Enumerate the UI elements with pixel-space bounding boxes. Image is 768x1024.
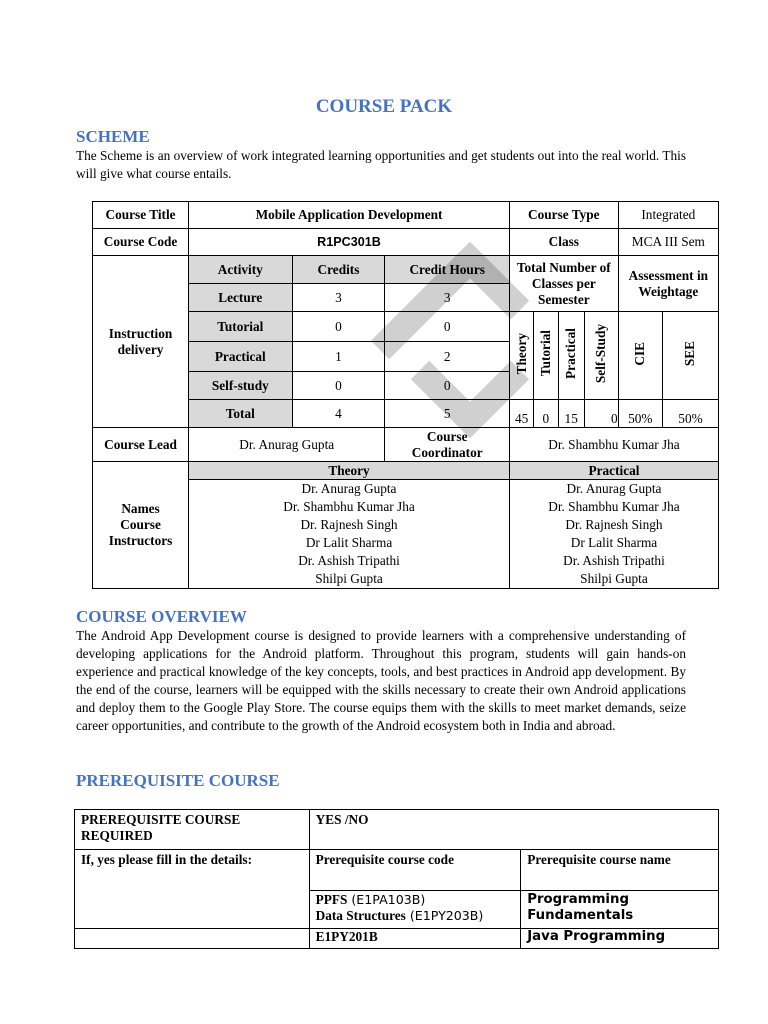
practical-hours: 2 [385, 342, 510, 372]
list-item: Dr. Ashish Tripathi [298, 553, 400, 568]
total-credits: 4 [292, 400, 385, 428]
prereq-name-line1: Programming [527, 892, 629, 907]
class-value: MCA III Sem [618, 229, 718, 256]
coordinator-label-line1: Course [426, 428, 468, 444]
total-classes-line2: Classes per Semester [531, 275, 596, 307]
credits-header: Credits [292, 256, 385, 284]
tutorial-hours: 0 [385, 312, 510, 342]
page-title: COURSE PACK [315, 96, 453, 117]
course-type-label: Course Type [509, 202, 618, 229]
prereq-code-header: Prerequisite course code [309, 850, 521, 891]
theory-instructors-list [189, 480, 510, 589]
see-col-label: SEE [682, 340, 698, 367]
tutorial-col-label: Tutorial [537, 330, 553, 377]
activity-practical: Practical [189, 342, 292, 372]
selfstudy-classes: 0 [584, 400, 618, 428]
lecture-credits: 3 [292, 284, 385, 312]
course-code-label: Course Code [93, 229, 189, 256]
practical-header: Practical [509, 462, 718, 480]
prereq-required-label [75, 810, 310, 850]
total-classes-line1: Total Number of [516, 259, 611, 275]
prereq-row1-name [521, 891, 719, 929]
theory-header: Theory [189, 462, 510, 480]
col-theory-header [509, 312, 533, 400]
coordinator-label [385, 428, 510, 462]
activity-tutorial: Tutorial [189, 312, 292, 342]
class-label: Class [509, 229, 618, 256]
activity-total: Total [189, 400, 292, 428]
col-selfstudy-header [584, 312, 618, 400]
list-item: Dr. Anurag Gupta [566, 481, 662, 496]
col-see-header [662, 312, 718, 400]
coordinator-label-line2: Coordinator [411, 444, 483, 460]
course-title-value: Mobile Application Development [189, 202, 510, 229]
course-lead-value: Dr. Anurag Gupta [189, 428, 385, 462]
prereq-name-line2: Fundamentals [527, 908, 634, 923]
course-lead-label: Course Lead [93, 428, 189, 462]
list-item: Dr. Shambhu Kumar Jha [283, 499, 415, 514]
theory-classes: 45 [509, 400, 533, 428]
list-item: Dr. Rajnesh Singh [565, 517, 663, 532]
practical-col-label: Practical [563, 328, 579, 379]
assessment-line2: Weightage [638, 283, 699, 299]
prerequisite-heading: PREREQUISITE COURSE [76, 771, 280, 790]
tutorial-credits: 0 [292, 312, 385, 342]
prereq-name-header: Prerequisite course name [521, 850, 719, 891]
instruction-label-line1: Instruction [108, 325, 173, 341]
instruction-label-line2: delivery [117, 341, 164, 357]
instructors-label-line2: Course [120, 517, 161, 532]
activity-selfstudy: Self-study [189, 372, 292, 400]
list-item: Dr. Rajnesh Singh [300, 517, 398, 532]
activity-header: Activity [189, 256, 292, 284]
see-weight: 50% [662, 400, 718, 428]
theory-col-label: Theory [513, 332, 529, 375]
prereq-code-ppfs: PPFS [315, 892, 348, 907]
selfstudy-col-label: Self-Study [593, 323, 609, 384]
prereq-required-line1: PREREQUISITE COURSE [81, 812, 241, 827]
course-type-value: Integrated [618, 202, 718, 229]
prereq-row2-empty [75, 929, 310, 949]
tutorial-classes: 0 [534, 400, 558, 428]
instructors-label [93, 462, 189, 589]
overview-text: The Android App Development course is designed to provide learners with a comprehensive understanding of developing applications for the Android platform. Throughout this program, students will gain hands-on experience and practical knowledge of the key concepts, tools, and best practices in Android app development. By the end of the course, learners will be equipped with the skills necessary to create their own Android applications and deploy them to the Google Play Store. The course equips them with the skills to meet market demands, seize career opportunities, and contribute to the growth of the Android ecosystem both in India and abroad. [76, 628, 686, 733]
prereq-code-ppfs-id: (E1PA103B) [347, 892, 426, 907]
course-code-value: R1PC301B [189, 229, 510, 256]
prereq-yes-no: YES /NO [309, 810, 718, 850]
total-hours: 5 [385, 400, 510, 428]
lecture-hours: 3 [385, 284, 510, 312]
scheme-text: The Scheme is an overview of work integrated learning opportunities and get students out into the real world. This will give what course entails. [76, 148, 686, 181]
activity-lecture: Lecture [189, 284, 292, 312]
prereq-required-line2: REQUIRED [81, 828, 153, 843]
cie-col-label: CIE [632, 341, 648, 366]
instruction-delivery-label [93, 256, 189, 428]
assessment-header [618, 256, 718, 312]
selfstudy-credits: 0 [292, 372, 385, 400]
prereq-code-ds: Data Structures [315, 908, 406, 923]
prereq-details-label: If, yes please fill in the details: [75, 850, 310, 929]
course-title-label: Course Title [93, 202, 189, 229]
overview-heading: COURSE OVERVIEW [76, 607, 247, 626]
prerequisite-table [74, 809, 719, 949]
instructors-label-line1: Names [121, 501, 160, 516]
col-cie-header [618, 312, 662, 400]
practical-credits: 1 [292, 342, 385, 372]
instructors-label-line3: Instructors [108, 533, 173, 548]
col-tutorial-header [534, 312, 558, 400]
list-item: Shilpi Gupta [315, 571, 383, 586]
practical-instructors-list [509, 480, 718, 589]
prereq-row2-name: Java Programming [521, 929, 719, 949]
coordinator-value: Dr. Shambhu Kumar Jha [509, 428, 718, 462]
course-table [92, 201, 719, 589]
list-item: Dr. Ashish Tripathi [563, 553, 665, 568]
selfstudy-hours: 0 [385, 372, 510, 400]
prereq-row2-code: E1PY201B [309, 929, 521, 949]
list-item: Dr Lalit Sharma [305, 535, 393, 550]
scheme-heading: SCHEME [76, 127, 150, 146]
list-item: Shilpi Gupta [580, 571, 648, 586]
list-item: Dr Lalit Sharma [570, 535, 658, 550]
practical-classes: 15 [558, 400, 584, 428]
credit-hours-header: Credit Hours [385, 256, 510, 284]
assessment-line1: Assessment in [628, 267, 709, 283]
prereq-row1-code [309, 891, 521, 929]
list-item: Dr. Anurag Gupta [301, 481, 397, 496]
prereq-code-ds-id: (E1PY203B) [405, 908, 484, 923]
total-classes-header [509, 256, 618, 312]
cie-weight: 50% [618, 400, 662, 428]
list-item: Dr. Shambhu Kumar Jha [548, 499, 680, 514]
col-practical-header [558, 312, 584, 400]
